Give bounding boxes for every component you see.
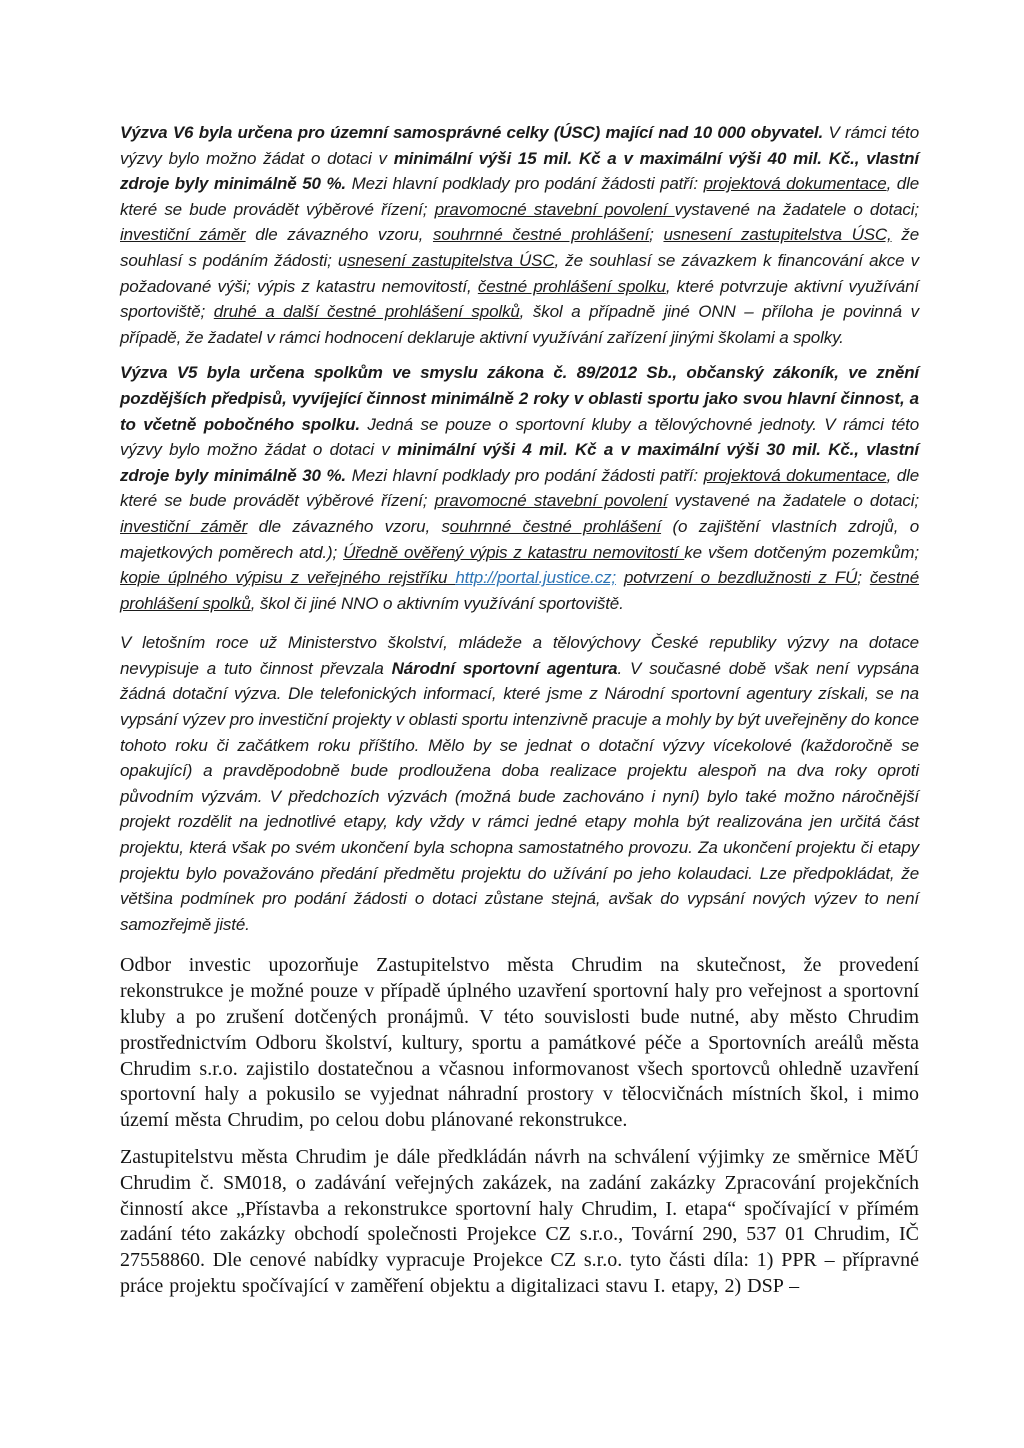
text-run: Mezi hlavní podklady pro podání žádosti patří: — [346, 174, 704, 194]
document-content — [120, 120, 919, 1311]
text-run: , škol a případně jiné ONN – příloha je povinná v případě, že žadatel v rámci hodnocení deklaruje aktivní využívání zařízení jinými školami a spolky. — [120, 302, 919, 347]
text-run: ; — [857, 568, 870, 588]
text-run-underline-kopie-vypisu: kopie úplného výpisu z veřejného rejstříku — [120, 568, 456, 588]
text-run-underline-cestne-prohlaseni-spolku: čestné prohlášení spolku — [477, 276, 666, 296]
paragraph-zastupitelstvu-vyjimka — [120, 1145, 919, 1300]
text-run-underline-projektova-dokumentace: projektová dokumentace — [703, 174, 887, 194]
text-run-bold-narodni-sportovni-agentura: Národní sportovní agentura — [391, 658, 618, 678]
text-run-bold: Výzva V5 byla určena spolkům ve smyslu zákona č. 89/2012 Sb., občanský zákoník, ve znění pozdějších předpisů, vyvíjející činnost minimálně 2 roky v oblasti sportu jako svou hlavní činnost, a to včetně pobočného spolku. — [120, 363, 919, 434]
paragraph-odbor-investic — [120, 953, 919, 1134]
text-run-underline-stavebni-povoleni: pravomocné stavební povolení — [434, 199, 675, 219]
text-run-bold: minimální výši 15 mil. Kč a v maximální výši 40 mil. Kč., vlastní zdroje byly minimálně 50 %. — [120, 148, 919, 194]
text-run: Odbor investic upozorňuje Zastupitelstvo města Chrudim na skutečnost, že provedení rekonstrukce je možné pouze v případě úplného uzavření sportovní haly pro veřejnost a sportovní kluby a po zrušení dotčených pronájmů. V této souvislosti bude nutné, aby město Chrudim prostřednictvím Odboru školství, kultury, sportu a památkové péče a Sportovních areálů města Chrudim s.r.o. zajistilo dostatečnou a včasnou informovanost všech sportovců ohledně uzavření sportovní haly a pokusilo se vyjednat náhradní prostory v tělocvičnách místních škol, i mimo území města Chrudim, po celou dobu plánované rekonstrukce. — [120, 954, 919, 1132]
text-run-underline-cestne-prohlaseni-spolku: čestné prohlášení spolků — [120, 568, 920, 613]
text-run: ; — [649, 225, 664, 245]
text-run: , že souhlasí se závazkem k financování akce v požadované výši; výpis z katastru nemovitostí, — [120, 250, 919, 296]
text-run: Jedná se pouze o sportovní kluby a tělovýchovné jednoty. V rámci této výzvy bylo možno žádat o dotaci v — [120, 414, 920, 460]
text-run-underline-souhrnne-prohlaseni: ouhrnné čestné prohlášení — [449, 516, 662, 536]
text-run-bold: minimální výši 4 mil. Kč a v maximální výši 30 mil. Kč., vlastní zdroje byly minimálně 30 %. — [120, 440, 919, 485]
text-run-underline-usneseni-usc-2: snesení zastupitelstva ÚSC — [347, 250, 555, 270]
text-run: vystavené na žadatele o dotaci; — [667, 491, 919, 511]
paragraph-vyzva-v6 — [120, 120, 919, 350]
text-run: vystavené na žadatele o dotaci; — [674, 199, 919, 219]
text-run — [616, 568, 624, 587]
text-run: dle závazného vzoru, — [245, 225, 433, 245]
portal-justice-link[interactable]: http://portal.justice.cz; — [455, 568, 616, 588]
text-run: , které potvrzuje aktivní využívání sportoviště; — [120, 276, 919, 322]
text-run: V letošním roce už Ministerstvo školství, mládeže a tělovýchovy České republiky výzvy na dotace nevypisuje a tuto činnost převzala — [120, 633, 919, 678]
text-run-underline-investicni-zamer: investiční záměr — [120, 225, 246, 245]
text-run: . V současné době však není vypsána žádná dotační výzva. Dle telefonických informací, které jsme z Národní sportovní agentury získali, se na vypsání výzev pro investiční projekty v oblasti sportu intenzivně pracuje a mohly by být uveřejněny do konce tohoto roku či začátkem roku příštího. Mělo by se jednat o dotační výzvy vícekolové (každoročně se opakující) a pravděpodobně bude prodloužena doba realizace projektu alespoň na dva roky oproti původním výzvám. V předchozích výzvách (možná bude zachováno i nyní) bylo také možno náročnější projekt rozdělit na jednotlivé etapy, kdy vždy v rámci jedné etapy mohla být realizována jen určitá část projektu, která však po svém ukončení byla schopna samostatného provozu. Za ukončení projektu či etapy projektu bylo považováno předání předmětu projektu do užívání po jeho kolaudaci. Lze předpokládat, že většina podmínek pro podání žádosti o dotaci zůstane stejná, avšak do vypsání nových výzev to není samozřejmě jisté. — [120, 658, 920, 934]
text-run: že souhlasí s podáním žádosti; u — [120, 225, 919, 270]
text-run-underline-druhe-prohlaseni-spolku: druhé a další čestné prohlášení spolků — [213, 302, 520, 322]
paragraph-narodni-sportovni-agentura — [120, 630, 919, 937]
text-run-underline-projektova-dokumentace: projektová dokumentace — [703, 465, 887, 485]
paragraph-vyzva-v5 — [120, 360, 919, 616]
text-run: Mezi hlavní podklady pro podání žádosti patří: — [346, 465, 704, 485]
text-run-underline-stavebni-povoleni: pravomocné stavební povolení — [434, 491, 668, 511]
text-run-underline-investicni-zamer: investiční záměr — [120, 516, 248, 536]
text-run: , škol či jiné NNO o aktivním využívání sportoviště. — [250, 593, 624, 613]
text-run-underline-vypis-katastru: Úředně ověřený výpis z katastru nemovitostí — [343, 542, 685, 562]
text-run: V rámci této výzvy bylo možno žádat o dotaci v — [120, 123, 920, 168]
text-run: (o zajištění vlastních zdrojů, o majetkových poměrech atd.); — [120, 516, 919, 562]
text-run-underline-usneseni-usc: usnesení zastupitelstva ÚSC, — [663, 225, 892, 245]
text-run-underline-souhrnne-prohlaseni: souhrnné čestné prohlášení — [432, 225, 650, 245]
text-run: , dle které se bude provádět výběrové řízení; — [120, 174, 920, 219]
text-run-underline-bezdluznost-fu: potvrzení o bezdlužnosti z FÚ — [624, 568, 858, 588]
text-run: dle závazného vzoru, s — [247, 516, 450, 536]
text-run-bold: Výzva V6 byla určena pro územní samosprávné celky (ÚSC) mající nad 10 000 obyvatel. — [120, 123, 824, 142]
text-run: ke všem dotčeným pozemkům; — [684, 542, 919, 562]
text-run: Zastupitelstvu města Chrudim je dále předkládán návrh na schválení výjimky ze směrnice MěÚ Chrudim č. SM018, o zadávání veřejných zakázek, na zadání zakázky Zpracování projekčních činností akce „Přístavba a rekonstrukce sportovní haly Chrudim, I. etapa“ spočívající v přímém zadání této zakázky obchodí společnosti Projekce CZ s.r.o., Tovární 290, 537 01 Chrudim, IČ 27558860. Dle cenové nabídky vypracuje Projekce CZ s.r.o. tyto části díla: 1) PPR – přípravné práce projektu spočívající v zaměření objektu a digitalizaci stavu I. etapy, 2) DSP – — [120, 1145, 919, 1297]
text-run: , dle které se bude provádět výběrové řízení; — [120, 465, 920, 511]
